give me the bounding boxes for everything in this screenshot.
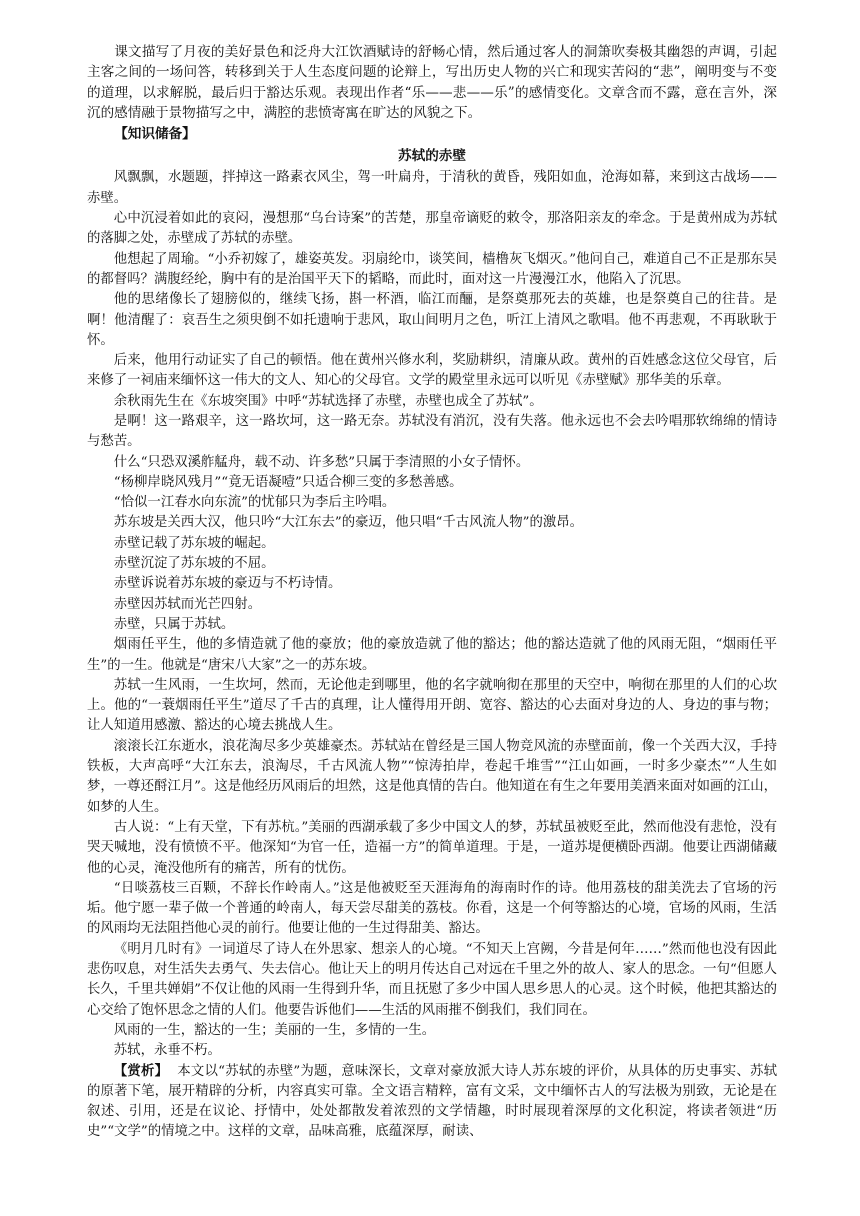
document-page: [87, 0, 777, 1143]
essay-paragraph: 赤壁诉说着苏东坡的豪迈与不朽诗情。: [113, 576, 342, 592]
knowledge-heading: 【知识储备】: [114, 125, 196, 142]
appreciation-text: 本文以“苏轼的赤壁”为题，意味深长，文章对豪放派大诗人苏东坡的评价，从具体的历史事实、苏轼的原著下笔，展开精辟的分析，内容真实可靠。全文语言精粹，富有文采，文中缅怀古人的写法极为别致，无论是在叙述、引用，还是在议论、抒情中，处处都散发着浓烈的文学情趣，时时展现着深厚的文化积淀，将读者领进“历史”“文学”的情境之中。这样的文章，品味高雅，底蕴深厚，耐读、: [87, 1063, 777, 1140]
essay-paragraph: 古人说：“上有天堂，下有苏杭。”美丽的西湖承载了多少中国文人的梦，苏轼虽被贬至此，然而他没有悲怆，没有哭天喊地，没有愤愤不平。他深知“为官一任，造福一方”的简单道理。于是，一道苏堤便横卧西湖。他要让西湖储藏他的心灵，淹没他所有的痛苦，所有的忧伤。: [87, 819, 777, 876]
essay-paragraph: 滚滚长江东逝水，浪花淘尽多少英雄豪杰。苏轼站在曾经是三国人物竞风流的赤壁面前，像一个关西大汉，手持铁板，大声高呼“大江东去，浪淘尽，千古风流人物”“惊涛拍岸，卷起千堆雪”“江山如画，一时多少豪杰”“人生如梦，一尊还酹江月”。这是他经历风雨后的坦然，这是他真情的告白。他知道在有生之年要用美酒来面对如画的江山，如梦的人生。: [87, 738, 777, 815]
essay-paragraph: 心中沉浸着如此的哀闷，漫想那“乌台诗案”的苦楚，那皇帝谪贬的敕令，那洛阳亲友的牵念。于是黄州成为苏轼的落脚之处，赤壁成了苏轼的赤壁。: [87, 211, 777, 247]
essay-paragraph: 风飘飘，水题题，拌掉这一路素衣风尘，驾一叶扁舟，于清秋的黄昏，残阳如血，沧海如幕，来到这古战场——赤壁。: [87, 170, 777, 206]
essay-paragraph: 烟雨任平生，他的多情造就了他的豪放；他的豪放造就了他的豁达；他的豁达造就了他的风雨无阻，“烟雨任平生”的一生。他就是“唐宋八大家”之一的苏东坡。: [87, 637, 777, 673]
essay-paragraph: “日啖荔枝三百颗，不辞长作岭南人。”这是他被贬至天涯海角的海南时作的诗。他用荔枝的甜美洗去了官场的污垢。他宁愿一辈子做一个普通的岭南人，每天尝尽甜美的荔枝。你看，这是一个何等豁达的心境，官场的风雨，生活的风雨均无法阻挡他心灵的前行。他要让他的一生过得甜美、豁达。: [87, 880, 777, 937]
essay-paragraph: 后来，他用行动证实了自己的顿悟。他在黄州兴修水利，奖励耕织，清廉从政。黄州的百姓感念这位父母官，后来修了一祠庙来缅怀这一伟大的文人、知心的父母官。文学的殿堂里永远可以听见《赤壁赋》那华美的乐章。: [87, 353, 777, 389]
essay-paragraph: 《明月几时有》一词道尽了诗人在外思家、想亲人的心境。“不知天上宫阙，今昔是何年……”然而他也没有因此悲伤叹息，对生活失去勇气、失去信心。他让天上的明月传达自己对远在千里之外的故人、家人的思念。一句“但愿人长久，千里共婵娟”不仅让他的风雨一生得到升华，而且抚慰了多少中国人思乡思人的心灵。这个时候，他把其豁达的心交给了饱怀思念之情的人们。他要告诉他们——生活的风雨摧不倒我们，我们同在。: [87, 941, 777, 1018]
essay-paragraph: 赤壁因苏轼而光芒四射。: [113, 596, 262, 612]
essay-paragraph: 是啊！这一路艰辛，这一路坎坷，这一路无奈。苏轼没有消沉，没有失落。他永远也不会去吟唱那软绵绵的情诗与愁苦。: [87, 414, 777, 450]
essay-paragraph: 余秋雨先生在《东坡突围》中呼“苏轼选择了赤壁，赤壁也成全了苏轼”。: [113, 393, 543, 409]
essay-paragraph: 他想起了周瑜。“小乔初嫁了，雄姿英发。羽扇纶巾，谈笑间，樯橹灰飞烟灭。”他问自己，难道自己不正是那东吴的都督吗？满腹经纶，胸中有的是治国平天下的韬略，而此时，面对这一片漫漫江水，他陷入了沉思。: [87, 251, 777, 287]
essay-title: 苏轼的赤壁: [398, 148, 466, 165]
essay-paragraph: 他的思绪像长了翅膀似的，继续飞扬，斟一杯酒，临江而酾，是祭奠那死去的英雄，也是祭奠自己的往昔。是啊！他清醒了：哀吾生之须臾倒不如托遗响于悲风，取山间明月之色，听江上清风之歌唱。他不再悲观，不再耿耿于怀。: [87, 292, 777, 348]
essay-paragraph: 赤壁记载了苏东坡的崛起。: [113, 535, 275, 551]
essay-paragraph: “杨柳岸晓风残月”“竟无语凝噎”只适合柳三变的多愁善感。: [113, 474, 463, 490]
essay-paragraph: 赤壁沉淀了苏东坡的不屈。: [113, 556, 275, 572]
intro-paragraph: 课文描写了月夜的美好景色和泛舟大江饮酒赋诗的舒畅心情，然后通过客人的洞箫吹奏极其幽怨的声调，引起主客之间的一场问答，转移到关于人生态度问题的论辩上，写出历史人物的兴亡和现实苦闷的“悲”，阐明变与不变的道理，以求解脱，最后归于豁达乐观。表现出作者“乐——悲——乐”的感情变化。文章含而不露，意在言外，深沉的感情融于景物描写之中，满腔的悲愤寄寓在旷达的风貌之下。: [87, 44, 777, 122]
essay-paragraph: 什么“只恐双溪舴艋舟，载不动、许多愁”只属于李清照的小女子情怀。: [113, 454, 530, 470]
essay-paragraph: 赤壁，只属于苏轼。: [113, 616, 235, 632]
essay-body: [87, 168, 777, 1142]
essay-paragraph: 苏东坡是关西大汉，他只吟“大江东去”的豪迈，他只唱“千古风流人物”的激昂。: [113, 515, 584, 531]
appreciation-label: 【赏析】: [113, 1063, 169, 1079]
essay-paragraph: 苏轼，永垂不朽。: [113, 1043, 221, 1059]
essay-paragraph: 风雨的一生，豁达的一生；美丽的一生，多情的一生。: [113, 1022, 436, 1038]
essay-paragraph: “恰似一江春水向东流”的忧郁只为李后主吟唱。: [113, 495, 396, 511]
essay-paragraph: 苏轼一生风雨，一生坎坷，然而，无论他走到哪里，他的名字就响彻在那里的天空中，响彻在那里的人们的心坎上。他的“一蓑烟雨任平生”道尽了千古的真理，让人懂得用开朗、宽容、豁达的心去面对身边的人、身边的事与物；让人知道用感激、豁达的心境去挑战人生。: [87, 677, 777, 734]
appreciation-paragraph: [87, 1062, 777, 1143]
